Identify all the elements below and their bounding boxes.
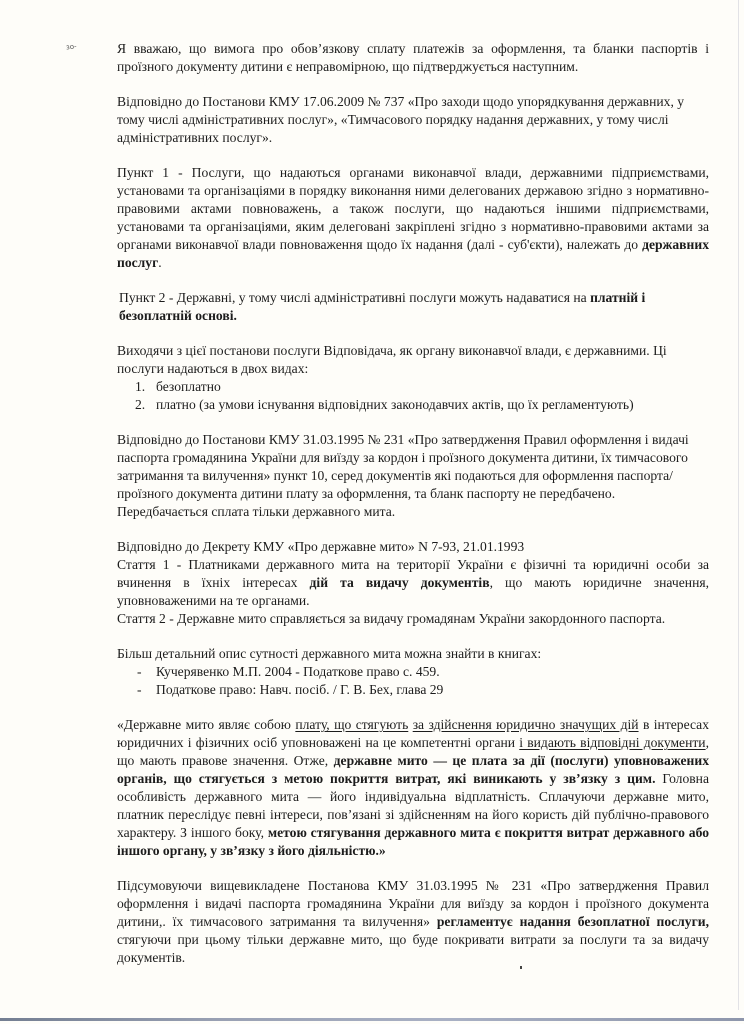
quote-text: Головна особливість державного мита — його індивідуальна відплатність. Сплачуючи державне мито, платник переслідує певні інтереси, пов’язані зі здійсненням на його користь дій публічно-правового характеру. З іншого боку, <box>117 771 709 840</box>
books-intro: Більш детальний опис сутності державного мита можна знайти в книгах: <box>117 646 542 661</box>
point-2-bold: платній і безоплатній основі. <box>119 290 646 323</box>
paragraph-services-types <box>117 342 709 414</box>
point-1-text: Пункт 1 - Послуги, що надаються органами виконавчої влади, державними підприємствами, установами та організаціями в порядку виконання ними делегованих державою згідно з нормативно-правовими актами повноважень, а також послуги, що надаються іншими підприємствами, установами та організаціями, яким делеговані закріплені згідно з нормативно-правовими актами за органами виконавчої влади повноваження щодо їх надання (далі - суб'єкти), належать до <box>117 165 709 252</box>
list-item <box>117 681 709 699</box>
services-types-text: Виходячи з цієї постанови послуги Відповідача, як органу виконавчої влади, є державними. Ці послуги надаються в двох видах: <box>117 343 667 376</box>
paragraph-resolution-231: Відповідно до Постанови КМУ 31.03.1995 № 231 «Про затвердження Правил оформлення і видачі паспорта громадянина України для виїзду за кордон і проїзного документа дитини, їх тимчасового затримання та вилучення» пункт 10, серед документів які подаються для оформлення паспорта/проїзного документа дитини плату за оформлення, та бланк паспорту не передбачено. Передбачається сплата тільки державного мита. <box>117 432 689 519</box>
list-marker: 1. <box>135 379 146 394</box>
list-item <box>117 663 709 681</box>
paragraph-point-2 <box>117 289 709 325</box>
article-1-pre: Стаття 1 - Платниками державного мита на території України є фізичні та юридичні особи за вчинення в їхніх інтересах <box>117 557 709 590</box>
list-item-text: платно (за умови існування відповідних законодавчих актів, що їх регламентують) <box>156 397 634 412</box>
article-1-bold: дій та видачу документів <box>309 575 490 590</box>
paragraph-quote <box>117 716 709 860</box>
books-list <box>117 663 709 699</box>
page-edge-bottom <box>0 1018 744 1021</box>
list-item-text: Кучерявенко М.П. 2004 - Податкове право с. 459. <box>156 664 440 679</box>
list-item <box>117 396 709 414</box>
decree-article-1 <box>117 556 709 610</box>
document-body <box>117 40 709 984</box>
point-2-text: Пункт 2 - Державні, у тому числі адміністративні послуги можуть надаватися на <box>119 290 591 305</box>
quote-underline: за здійснення юридично значущих дій <box>412 717 639 732</box>
list-item-text: безоплатно <box>156 379 221 394</box>
article-1-post: , що мають юридичне значення, уповноваженими на те органами. <box>117 575 709 608</box>
summary-text: стягуючи при цьому тільки державне мито, що буде покривати витрати за послуги та за видачу документів. <box>117 932 709 965</box>
list-item <box>117 378 709 396</box>
paragraph-books <box>117 645 709 699</box>
decree-title: Відповідно до Декрету КМУ «Про державне мито» N 7-93, 21.01.1993 <box>117 539 525 554</box>
list-marker: - <box>137 682 142 697</box>
paragraph-decree <box>117 538 709 628</box>
quote-bold: державне мито — це плата за дії (послуги) уповноважених органів, що стягується з метою покриття витрат, які виникають у зв’язку з цим. <box>117 753 709 786</box>
quote-text: , що мають правове значення. Отже, <box>117 735 709 768</box>
decree-article-2: Стаття 2 - Державне мито справляється за видачу громадянам України закордонного паспорта. <box>117 611 666 626</box>
quote-bold: метою стягування державного мита є покриття витрат державного або іншого органу, у зв’язку з його діяльністю.» <box>117 825 710 858</box>
list-item-text: Податкове право: Навч. посіб. / Г. В. Бех, глава 29 <box>156 682 444 697</box>
paragraph-resolution-737: Відповідно до Постанови КМУ 17.06.2009 № 737 «Про заходи щодо упорядкування державних, у тому числі адміністративних послуг», «Тимчасового порядку надання державних, у тому числі адміністративних послуг». <box>117 94 685 145</box>
quote-text: в інтересах юридичних і фізичних осіб уповноважені на це компетентні органи <box>117 717 709 750</box>
list-marker: 2. <box>135 397 146 412</box>
paragraph-point-1 <box>117 164 709 272</box>
point-1-end: . <box>158 255 162 270</box>
list-marker: - <box>137 664 142 679</box>
paragraph-intro: Я вважаю, що вимога про обов’язкову сплату платежів за оформлення, та бланки паспортів і проїзного документу дитини є неправомірною, що підтверджується наступним. <box>117 41 709 74</box>
summary-text: Підсумовуючи вищевикладене Постанова КМУ 31.03.1995 № 231 «Про затвердження Правил оформлення і видачі паспорта громадянина України для виїзду за кордон і проїзного документа дитини,. їх тимчасового затримання та вилучення» <box>117 878 709 929</box>
summary-bold: регламентує надання безоплатної послуги, <box>436 914 709 929</box>
quote-text: «Державне мито являє собою <box>117 717 296 732</box>
paragraph-summary <box>117 877 709 967</box>
page-edge-right <box>738 0 739 1010</box>
scan-mark: зо- <box>65 42 77 52</box>
services-types-list <box>117 378 709 414</box>
point-1-bold: державних послуг <box>117 237 709 270</box>
quote-underline: і видають відповідні документи <box>519 735 706 750</box>
quote-underline: плату, що стягують <box>295 717 409 732</box>
